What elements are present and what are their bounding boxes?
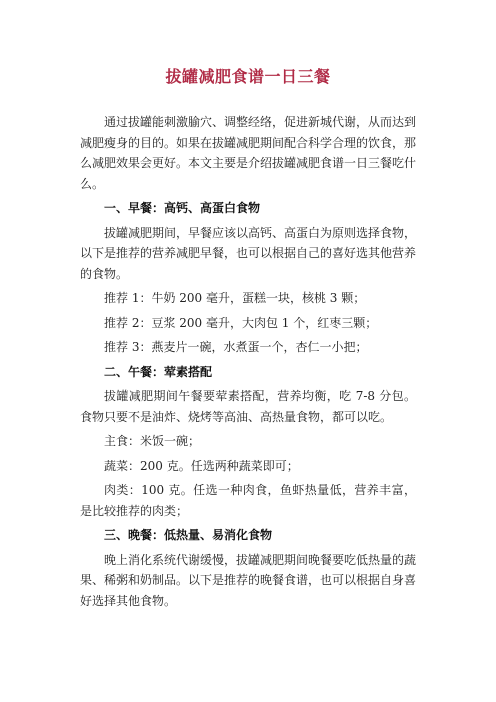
breakfast-heading: 一、早餐：高钙、高蛋白食物 xyxy=(104,201,261,215)
breakfast-recommendation-1: 推荐 1：牛奶 200 毫升，蛋糕一块，核桃 3 颗； xyxy=(104,291,366,305)
lunch-staple: 主食：米饭一碗； xyxy=(104,434,201,448)
intro-paragraph: 通过拔罐能刺激腧穴、调整经络，促进新城代谢，从而达到减肥瘦身的目的。如果在拔罐减肥期间配合科学合理的饮食，那么减肥效果会更好。本文主要是介绍拔罐减肥食谱一日三餐吃什么。 xyxy=(80,115,417,191)
lunch-vegetables: 蔬菜：200 克。任选两种蔬菜即可； xyxy=(104,458,299,473)
breakfast-description: 拔罐减肥期间，早餐应该以高钙、高蛋白为原则选择食物，以下是推荐的营养减肥早餐，也可以根据自己的喜好选其他营养的食物。 xyxy=(80,225,417,281)
page-title: 拔罐减肥食谱一日三餐 xyxy=(165,67,331,86)
lunch-heading: 二、午餐：荤素搭配 xyxy=(104,364,213,379)
lunch-description: 拔罐减肥期间午餐要荤素搭配，营养均衡，吃 7-8 分包。食物只要不是油炸、烧烤等高油、高热量食物，都可以吃。 xyxy=(80,389,416,424)
dinner-heading: 三、晚餐：低热量、易消化食物 xyxy=(104,528,273,542)
lunch-meat: 肉类：100 克。任选一种肉食，鱼虾热量低，营养丰富，是比较推荐的肉类； xyxy=(80,483,416,518)
dinner-description: 晚上消化系统代谢缓慢，拔罐减肥期间晚餐要吃低热量的蔬果、稀粥和奶制品。以下是推荐的晚餐食谱，也可以根据自身喜好选择其他食物。 xyxy=(80,552,417,608)
breakfast-recommendation-2: 推荐 2：豆浆 200 毫升，大肉包 1 个，红枣三颗； xyxy=(104,315,378,330)
breakfast-recommendation-3: 推荐 3：燕麦片一碗，水煮蛋一个，杏仁一小把； xyxy=(104,340,368,354)
